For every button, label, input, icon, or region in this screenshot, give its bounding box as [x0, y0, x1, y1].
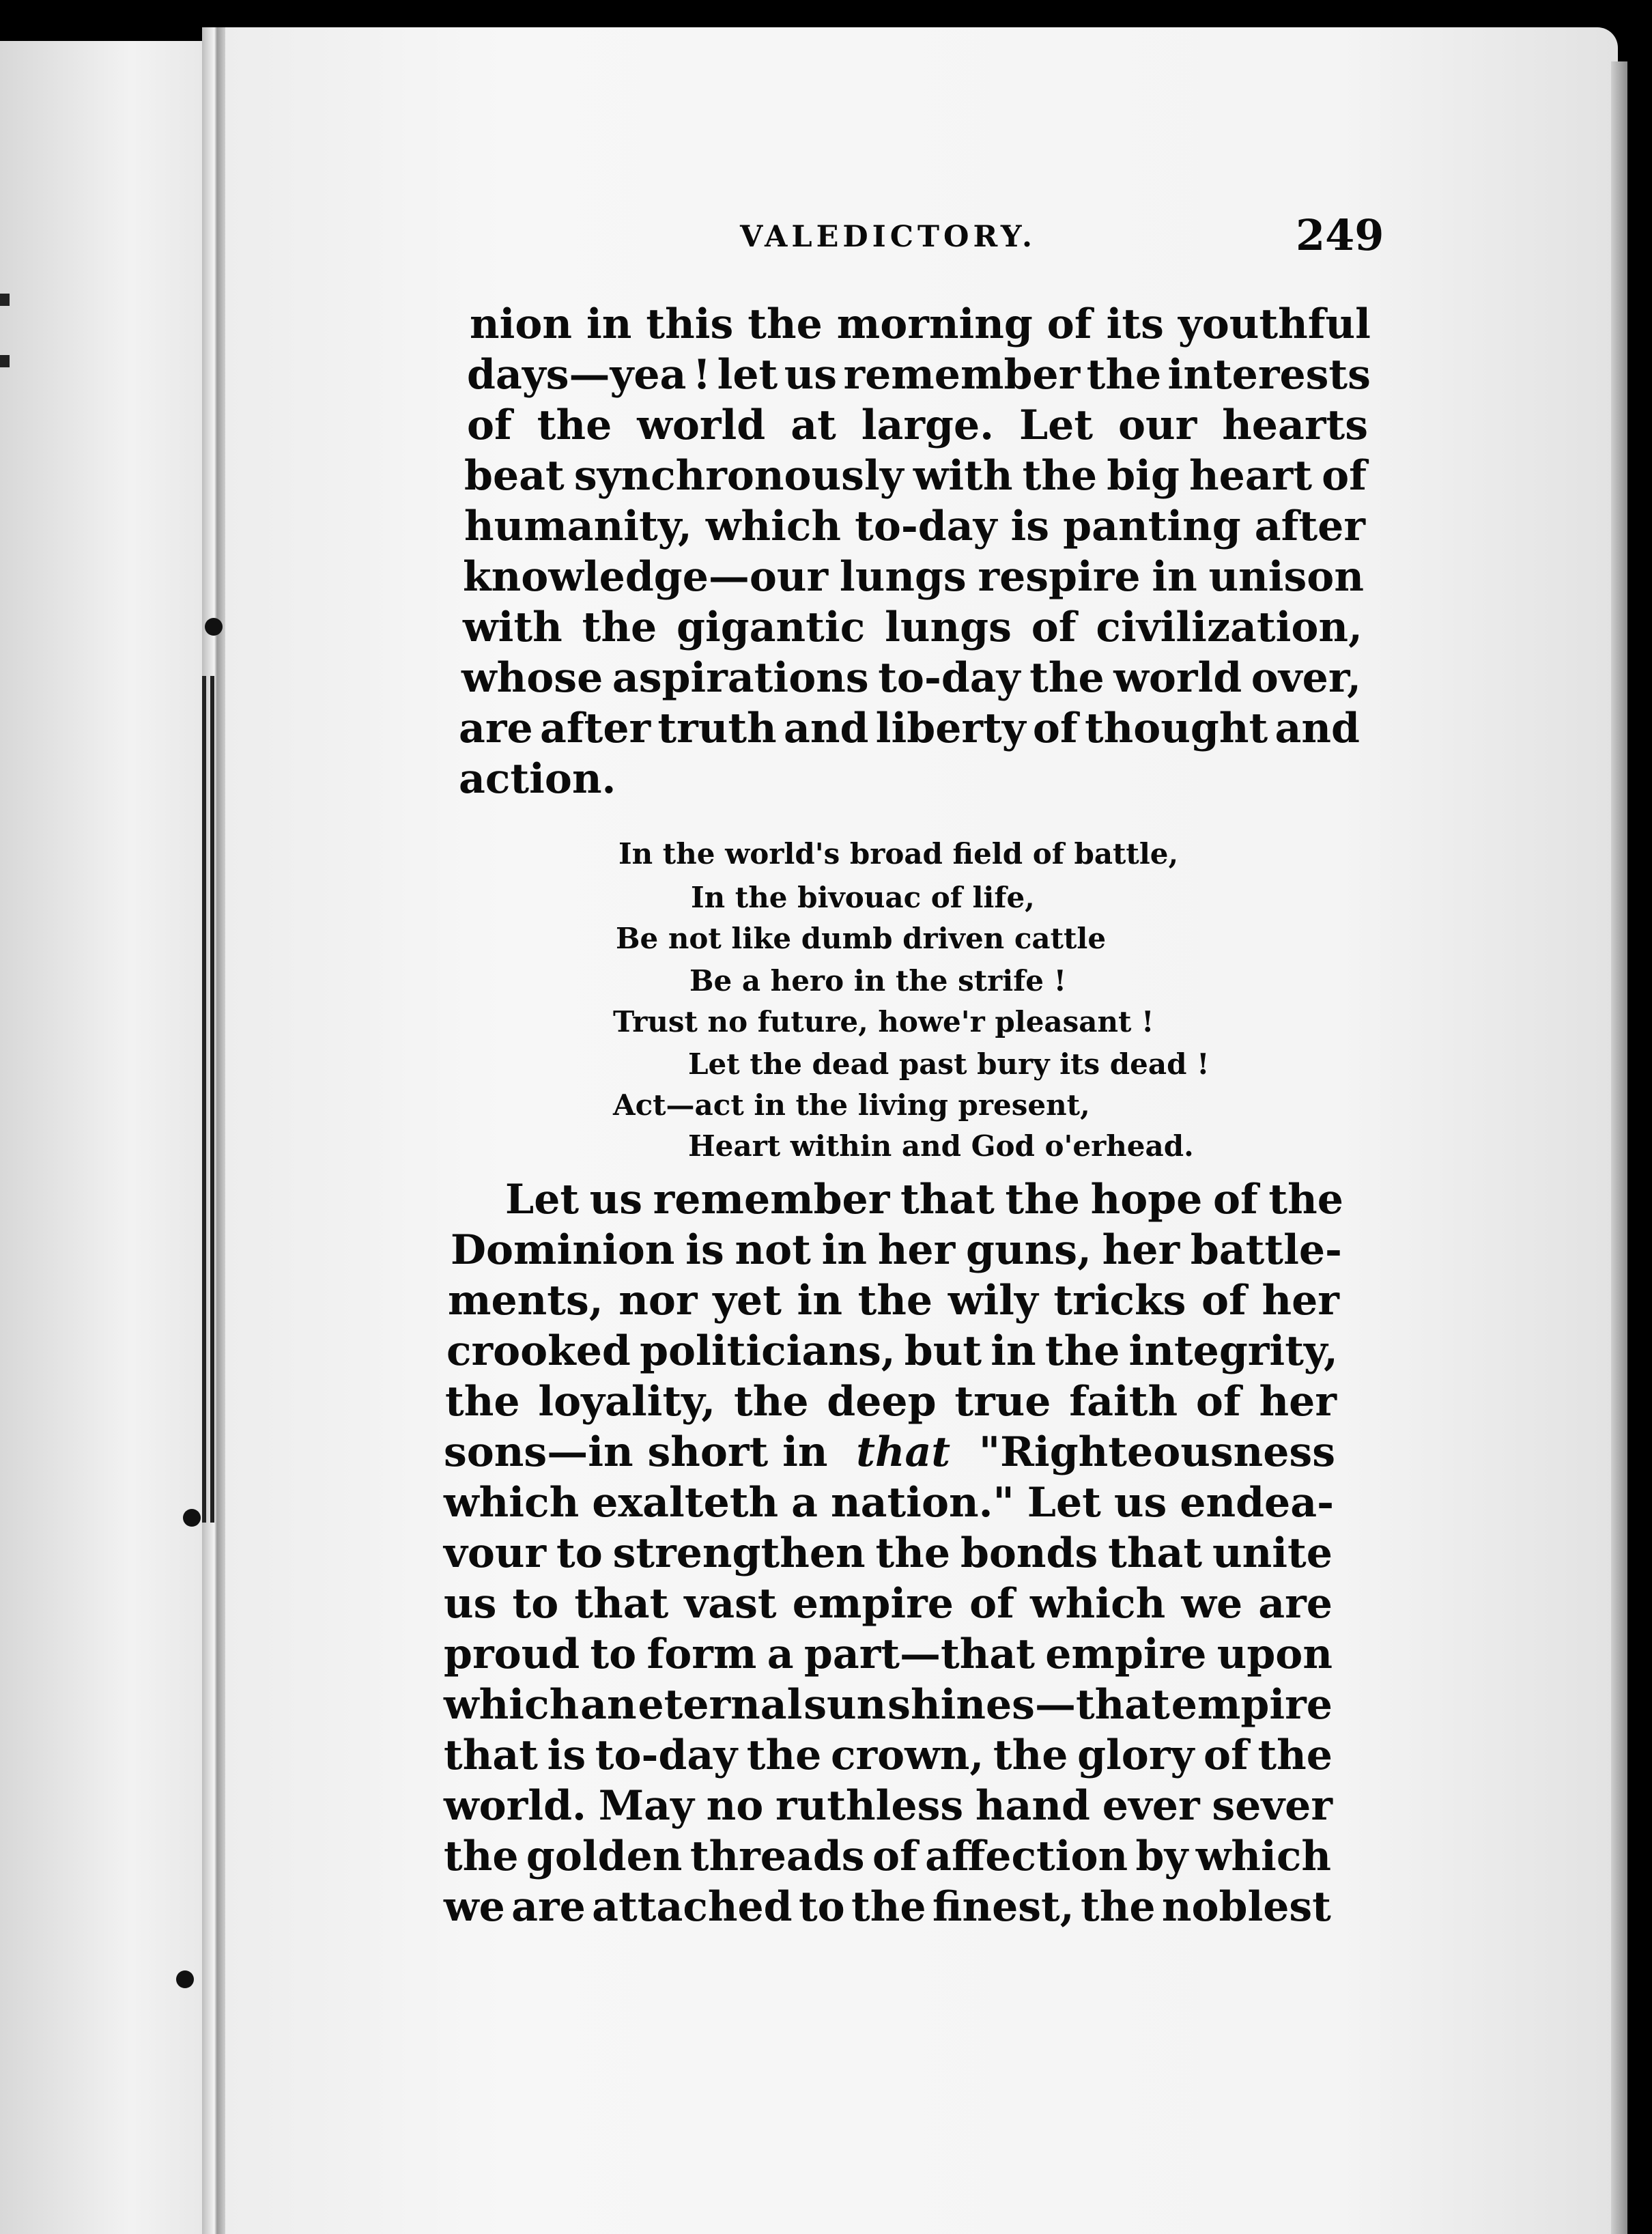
- page-number: 249: [1296, 210, 1384, 260]
- word: her: [1262, 1277, 1339, 1325]
- word: which: [444, 1681, 580, 1729]
- word: remember: [843, 351, 1081, 399]
- word: the: [746, 1731, 822, 1779]
- text-segment: sons—in short in: [444, 1428, 828, 1476]
- word: our: [1117, 401, 1197, 449]
- binding-thread: [202, 676, 214, 1523]
- text-line: [444, 1529, 1333, 1577]
- word: noblest: [1161, 1883, 1331, 1931]
- word: strengthen: [612, 1529, 866, 1577]
- word: the: [444, 1833, 519, 1880]
- word: that: [574, 1580, 669, 1628]
- word: the: [1257, 1731, 1333, 1779]
- word: yet: [713, 1277, 782, 1325]
- word: vour: [444, 1529, 547, 1577]
- word: May: [598, 1782, 694, 1830]
- word: crooked: [446, 1327, 631, 1375]
- word: beat: [464, 452, 565, 500]
- word: over,: [1251, 654, 1361, 702]
- word: unison: [1208, 553, 1364, 601]
- word: form: [646, 1630, 757, 1678]
- word: the: [1044, 1327, 1120, 1375]
- text-line: action.: [459, 755, 616, 803]
- word: sever: [1212, 1782, 1333, 1830]
- word: at: [791, 401, 836, 449]
- stitch-hole: [183, 1509, 201, 1527]
- italic-word: that: [856, 1428, 951, 1476]
- word: to: [798, 1883, 845, 1931]
- verse-line: Act—act in the living present,: [613, 1088, 1090, 1122]
- word: the: [1081, 1883, 1156, 1931]
- word: the: [993, 1731, 1068, 1779]
- word: wily: [948, 1277, 1038, 1325]
- verse-line: Trust no future, howe'r pleasant !: [613, 1005, 1154, 1038]
- word: affection: [925, 1833, 1128, 1880]
- word: a: [791, 1479, 818, 1527]
- word: of: [1195, 1378, 1241, 1426]
- word: to-day: [595, 1731, 738, 1779]
- word: of: [1322, 452, 1367, 500]
- word: days—yea: [467, 351, 687, 399]
- word: in: [1152, 553, 1197, 601]
- text-line: [444, 1731, 1333, 1779]
- word: liberty: [875, 705, 1026, 752]
- verse-line: Be a hero in the strife !: [689, 964, 1067, 998]
- word: let: [717, 351, 778, 399]
- word: us: [784, 351, 838, 399]
- verse-line: In the world's broad field of battle,: [618, 837, 1179, 871]
- word: hearts: [1222, 401, 1368, 449]
- word: the: [1086, 351, 1162, 399]
- word: empire: [1171, 1681, 1333, 1729]
- text-line: [463, 604, 1363, 651]
- word: youthful: [1178, 300, 1371, 348]
- word: lungs: [885, 604, 1012, 651]
- word: finest,: [932, 1883, 1074, 1931]
- page-fore-edge: [1611, 61, 1627, 2234]
- word: shines—that: [887, 1681, 1170, 1729]
- text-line: [444, 1479, 1334, 1527]
- word: panting: [1063, 503, 1241, 550]
- word: in: [586, 300, 632, 348]
- word: nion: [470, 300, 573, 348]
- word: of: [1032, 705, 1078, 752]
- word: in: [991, 1327, 1036, 1375]
- word: tricks: [1053, 1277, 1186, 1325]
- text-line-with-emphasis: [444, 1428, 1335, 1476]
- word: of: [872, 1833, 917, 1880]
- word: truth: [657, 705, 777, 752]
- text-line: [467, 351, 1371, 399]
- word: loyality,: [538, 1378, 716, 1426]
- word: empire: [792, 1580, 954, 1628]
- word: aspirations: [612, 654, 869, 702]
- word: exalteth: [592, 1479, 779, 1527]
- word: empire: [1045, 1630, 1207, 1678]
- word: world: [1113, 654, 1242, 702]
- text-line: [451, 1226, 1342, 1274]
- stitch-hole: [176, 1970, 194, 1988]
- word: Dominion: [451, 1226, 675, 1274]
- text-line: [464, 452, 1367, 500]
- text-line: [459, 705, 1360, 752]
- word: hand: [975, 1782, 1090, 1830]
- word: the: [851, 1883, 926, 1931]
- word: and: [783, 705, 869, 752]
- text-line: [461, 654, 1361, 702]
- word: interests: [1167, 351, 1371, 399]
- verse-line: Be not like dumb driven cattle: [616, 922, 1107, 955]
- word: ruthless: [775, 1782, 964, 1830]
- verse-line: Heart within and God o'erhead.: [688, 1129, 1194, 1163]
- word: bonds: [960, 1529, 1098, 1577]
- word: endea-: [1180, 1479, 1334, 1527]
- word: gigantic: [676, 604, 866, 651]
- word: of: [1046, 300, 1092, 348]
- word: politicians,: [640, 1327, 896, 1375]
- word: not: [735, 1226, 811, 1274]
- word: nor: [618, 1277, 698, 1325]
- word: hope: [1090, 1176, 1203, 1224]
- word: by: [1135, 1833, 1188, 1880]
- word: are: [511, 1883, 586, 1931]
- word: a: [767, 1630, 794, 1678]
- word: is: [547, 1731, 586, 1779]
- word: Let: [505, 1176, 580, 1224]
- word: but: [904, 1327, 982, 1375]
- edge-mark: [0, 294, 10, 306]
- stitch-hole: [205, 618, 223, 636]
- word: we: [1181, 1580, 1243, 1628]
- word: with: [913, 452, 1013, 500]
- text-line: [444, 1630, 1333, 1678]
- text-line: [470, 300, 1371, 348]
- word: the: [1005, 1176, 1080, 1224]
- word: her: [1102, 1226, 1180, 1274]
- word: Let: [1027, 1479, 1101, 1527]
- word: we: [444, 1883, 505, 1931]
- text-line: [444, 1681, 1333, 1729]
- word: ever: [1102, 1782, 1200, 1830]
- word: proud: [444, 1630, 580, 1678]
- word: ments,: [448, 1277, 603, 1325]
- word: of: [969, 1580, 1014, 1628]
- word: of: [1031, 604, 1077, 651]
- text-line: [444, 1833, 1331, 1880]
- text-line: [448, 1277, 1339, 1325]
- running-head: VALEDICTORY.: [740, 220, 1037, 254]
- word: the: [733, 1378, 809, 1426]
- word: Let: [1019, 401, 1094, 449]
- word: the: [445, 1378, 520, 1426]
- word: to-day: [878, 654, 1021, 702]
- word: unite: [1212, 1529, 1333, 1577]
- word: thought: [1084, 705, 1268, 752]
- word: that: [444, 1731, 538, 1779]
- word: of: [1201, 1277, 1247, 1325]
- text-line: [445, 1378, 1337, 1426]
- word: in: [821, 1226, 868, 1274]
- word: integrity,: [1128, 1327, 1338, 1375]
- word: after: [1254, 503, 1365, 550]
- word: nation.": [830, 1479, 1014, 1527]
- word: !: [692, 351, 711, 399]
- word: which: [1195, 1833, 1331, 1880]
- word: and: [1274, 705, 1360, 752]
- word: golden: [526, 1833, 683, 1880]
- word: upon: [1216, 1630, 1333, 1678]
- word: with: [463, 604, 562, 651]
- word: the: [1268, 1176, 1343, 1224]
- word: of: [467, 401, 512, 449]
- word: knowledge—our: [463, 553, 829, 601]
- word: are: [1258, 1580, 1333, 1628]
- word: the: [857, 1277, 933, 1325]
- word: its: [1106, 300, 1164, 348]
- word: the: [875, 1529, 951, 1577]
- verse-line: In the bivouac of life,: [691, 881, 1035, 914]
- verse-line: Let the dead past bury its dead !: [688, 1047, 1210, 1081]
- text-line: [505, 1176, 1343, 1224]
- word: the: [537, 401, 612, 449]
- text-line: [444, 1782, 1333, 1830]
- word: which: [1030, 1580, 1166, 1628]
- text-line: [444, 1883, 1331, 1931]
- word: which: [705, 503, 842, 550]
- word: sun: [803, 1681, 887, 1729]
- word: respire: [978, 553, 1141, 601]
- word: us: [589, 1176, 643, 1224]
- word: of: [1203, 1731, 1249, 1779]
- word: large.: [861, 401, 995, 449]
- word: in: [797, 1277, 842, 1325]
- word: faith: [1069, 1378, 1178, 1426]
- word: civilization,: [1096, 604, 1363, 651]
- word: synchronously: [573, 452, 904, 500]
- word: heart: [1189, 452, 1313, 500]
- word: world: [637, 401, 766, 449]
- word: that: [1108, 1529, 1203, 1577]
- word: vast: [684, 1580, 777, 1628]
- word: remember: [653, 1176, 890, 1224]
- word: world.: [444, 1782, 586, 1830]
- text-line: [463, 553, 1364, 601]
- word: true: [954, 1378, 1051, 1426]
- text-line: [446, 1327, 1338, 1375]
- word: eternal: [638, 1681, 803, 1729]
- word: battle-: [1190, 1226, 1342, 1274]
- word: big: [1107, 452, 1180, 500]
- word: the: [1029, 654, 1105, 702]
- word: threads: [689, 1833, 865, 1880]
- text-line: [444, 1580, 1333, 1628]
- word: the: [747, 300, 823, 348]
- text-line: [467, 401, 1368, 449]
- word: after: [539, 705, 651, 752]
- word: whose: [461, 654, 603, 702]
- word: guns,: [966, 1226, 1092, 1274]
- word: deep: [827, 1378, 937, 1426]
- word: to: [590, 1630, 637, 1678]
- word: this: [646, 300, 734, 348]
- word: morning: [836, 300, 1033, 348]
- word: the: [582, 604, 657, 651]
- word: part—that: [803, 1630, 1035, 1678]
- text-line: [464, 503, 1365, 550]
- word: us: [1113, 1479, 1167, 1527]
- word: glory: [1077, 1731, 1195, 1779]
- word: an: [580, 1681, 637, 1729]
- word: to: [556, 1529, 603, 1577]
- word: to: [512, 1580, 559, 1628]
- text-segment: "Righteousness: [978, 1428, 1335, 1476]
- word: to-day: [855, 503, 997, 550]
- word: of: [1212, 1176, 1258, 1224]
- word: the: [1022, 452, 1098, 500]
- edge-mark: [0, 355, 10, 367]
- word: us: [444, 1580, 497, 1628]
- word: which: [444, 1479, 580, 1527]
- word: that: [900, 1176, 995, 1224]
- word: her: [877, 1226, 956, 1274]
- facing-page-edge: [0, 41, 218, 2234]
- word: attached: [592, 1883, 793, 1931]
- word: lungs: [839, 553, 967, 601]
- word: is: [1010, 503, 1050, 550]
- word: crown,: [830, 1731, 984, 1779]
- word: humanity,: [464, 503, 692, 550]
- word: is: [685, 1226, 724, 1274]
- word: her: [1259, 1378, 1337, 1426]
- word: are: [459, 705, 533, 752]
- word: no: [706, 1782, 764, 1830]
